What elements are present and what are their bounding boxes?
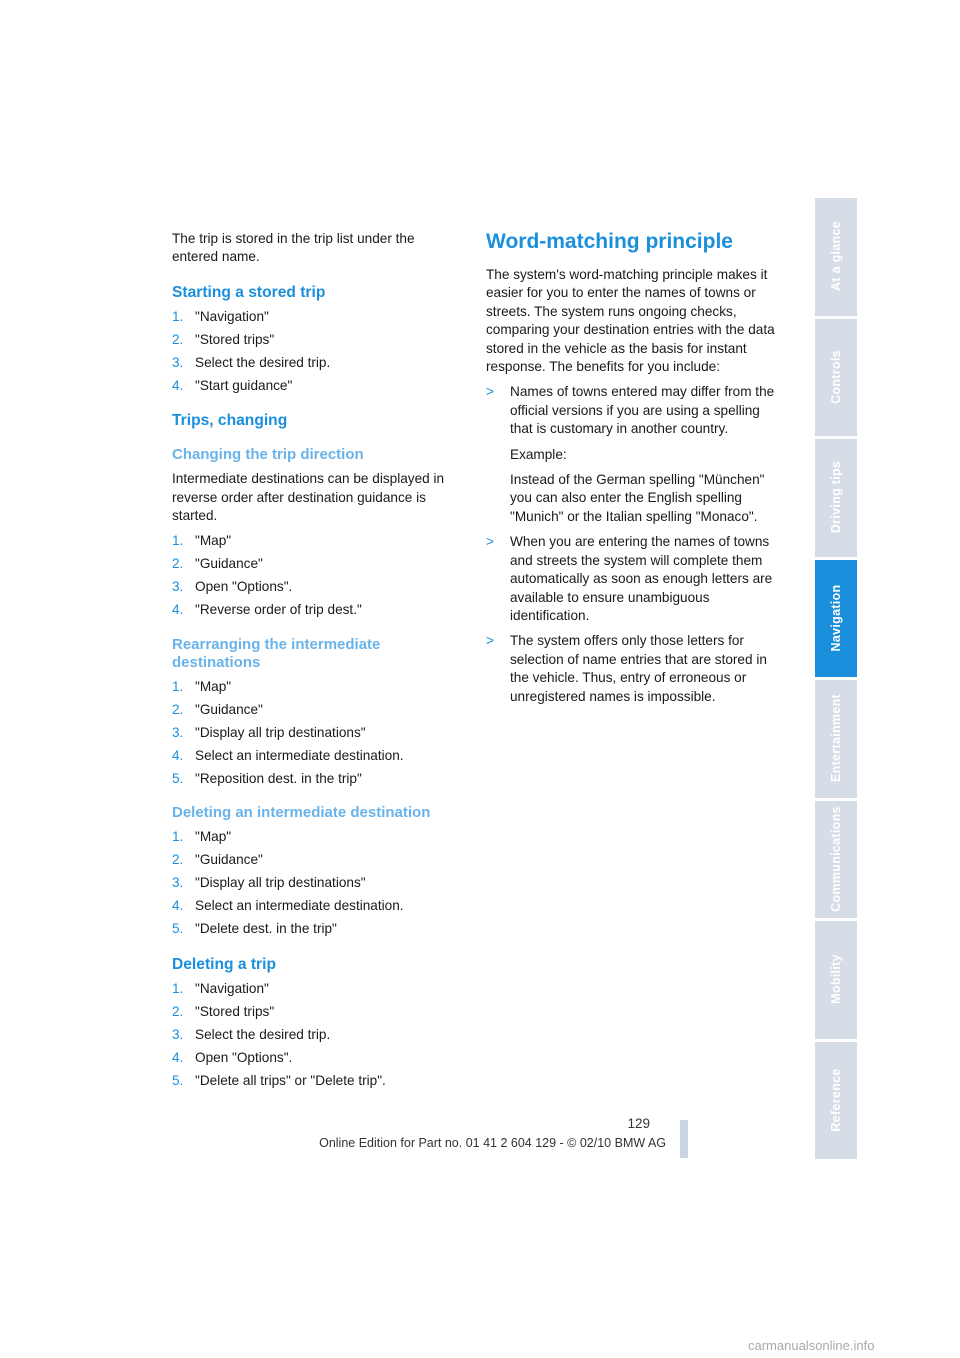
step-item xyxy=(172,747,457,765)
chapter-tab-driving-tips[interactable] xyxy=(815,439,857,557)
step-number: 3. xyxy=(172,579,184,595)
heading-deleting-trip: Deleting a trip xyxy=(172,955,276,973)
step-text: "Guidance" xyxy=(195,852,263,868)
chapter-tab-controls[interactable] xyxy=(815,319,857,437)
chapter-tab-communications[interactable] xyxy=(815,801,857,919)
left-column xyxy=(172,230,457,1095)
steps-starting-stored-trip xyxy=(172,308,457,395)
step-item xyxy=(172,377,457,395)
step-item xyxy=(172,874,457,892)
step-number: 4. xyxy=(172,602,184,618)
step-text: "Delete dest. in the trip" xyxy=(195,921,337,937)
step-item xyxy=(172,601,457,619)
chapter-tab-label: Communications xyxy=(829,805,843,912)
step-item xyxy=(172,980,457,998)
step-text: "Stored trips" xyxy=(195,331,275,347)
step-number: 2. xyxy=(172,1003,184,1019)
step-text: "Map" xyxy=(195,678,232,694)
step-number: 1. xyxy=(172,678,184,694)
step-text: "Display all trip destinations" xyxy=(195,724,366,740)
page-number-bar xyxy=(680,1120,688,1158)
bullet-paragraph: Instead of the German spelling "München" you can also enter the English spelling "Munich" or the Italian spelling "Monaco". xyxy=(510,472,765,524)
bullet-paragraph: When you are entering the names of towns and streets the system will complete them automatically as soon as enough letters are available to ensure unambiguous identification. xyxy=(510,534,773,623)
heading-changing-trip-direction: Changing the trip direction xyxy=(172,446,364,464)
step-item xyxy=(172,331,457,349)
page-number: 129 xyxy=(627,1116,650,1131)
step-item xyxy=(172,1003,457,1021)
step-item xyxy=(172,354,457,372)
step-item xyxy=(172,897,457,915)
step-number: 2. xyxy=(172,331,184,347)
chapter-tab-label: Navigation xyxy=(829,584,843,651)
step-number: 4. xyxy=(172,747,184,763)
step-text: Select an intermediate destination. xyxy=(195,898,404,914)
step-text: "Stored trips" xyxy=(195,1003,275,1019)
chapter-tab-navigation[interactable] xyxy=(815,560,857,678)
step-item xyxy=(172,724,457,742)
direction-paragraph: Intermediate destinations can be displayed in reverse order after destination guidance is started. xyxy=(172,471,445,524)
steps-changing-trip-direction xyxy=(172,532,457,619)
step-number: 3. xyxy=(172,875,184,891)
step-text: "Delete all trips" or "Delete trip". xyxy=(195,1072,386,1088)
step-item xyxy=(172,308,457,326)
step-item xyxy=(172,1049,457,1067)
benefits-list xyxy=(486,383,782,706)
step-number: 4. xyxy=(172,898,184,914)
step-text: "Display all trip destinations" xyxy=(195,875,366,891)
step-text: "Map" xyxy=(195,533,232,549)
step-number: 2. xyxy=(172,556,184,572)
heading-rearranging-destinations: Rearranging the intermediate destinations xyxy=(172,635,381,671)
heading-word-matching-principle: Word-matching principle xyxy=(486,230,733,253)
chapter-tab-label: Mobility xyxy=(829,954,843,1004)
step-number: 5. xyxy=(172,1072,184,1088)
step-number: 1. xyxy=(172,980,184,996)
step-text: Select the desired trip. xyxy=(195,354,331,370)
step-item xyxy=(172,1026,457,1044)
step-item xyxy=(172,828,457,846)
chapter-tab-label: Driving tips xyxy=(829,460,843,534)
step-item xyxy=(172,701,457,719)
step-text: "Guidance" xyxy=(195,701,263,717)
chapter-tab-label: Entertainment xyxy=(829,694,843,782)
step-text: "Map" xyxy=(195,829,232,845)
step-text: "Reposition dest. in the trip" xyxy=(195,770,362,786)
bullet-marker: > xyxy=(486,384,494,400)
step-number: 3. xyxy=(172,354,184,370)
step-item xyxy=(172,770,457,788)
step-text: "Navigation" xyxy=(195,308,269,324)
chapter-tab-label: At a glance xyxy=(829,221,843,291)
step-text: "Start guidance" xyxy=(195,377,293,393)
step-number: 2. xyxy=(172,852,184,868)
step-text: "Navigation" xyxy=(195,980,269,996)
step-text: "Reverse order of trip dest." xyxy=(195,602,362,618)
word-matching-intro: The system's word-matching principle makes it easier for you to enter the names of towns or streets. The system runs ongoing checks, comparing your destination entries with the data stored in the vehicle as the basis for instant response. The benefits for you include: xyxy=(486,267,775,375)
step-item xyxy=(172,851,457,869)
heading-trips-changing: Trips, changing xyxy=(172,412,288,430)
chapter-tab-reference[interactable] xyxy=(815,1042,857,1160)
steps-deleting-trip xyxy=(172,980,457,1090)
heading-deleting-intermediate-destination: Deleting an intermediate destination xyxy=(172,804,431,822)
bullet-item xyxy=(486,533,782,625)
step-number: 5. xyxy=(172,770,184,786)
chapter-tab-entertainment[interactable] xyxy=(815,680,857,798)
heading-starting-stored-trip: Starting a stored trip xyxy=(172,283,326,301)
chapter-tabs xyxy=(815,198,857,1162)
step-item xyxy=(172,920,457,938)
step-number: 4. xyxy=(172,377,184,393)
chapter-tab-at-a-glance[interactable] xyxy=(815,198,857,316)
bullet-marker: > xyxy=(486,534,494,550)
bullet-paragraph: Names of towns entered may differ from the official versions if you are using a spelling that is customary in another country. xyxy=(510,384,775,437)
step-text: Open "Options". xyxy=(195,1049,293,1065)
bullet-paragraph: The system offers only those letters for selection of name entries that are stored in the vehicle. Thus, entry of erroneous or unregistered names is impossible. xyxy=(510,633,767,704)
step-text: "Guidance" xyxy=(195,556,263,572)
steps-deleting-intermediate-destination xyxy=(172,828,457,938)
step-item xyxy=(172,555,457,573)
step-number: 3. xyxy=(172,1026,184,1042)
chapter-tab-mobility[interactable] xyxy=(815,921,857,1039)
bullet-marker: > xyxy=(486,633,494,649)
edition-footer: Online Edition for Part no. 01 41 2 604 129 - © 02/10 BMW AG xyxy=(319,1136,666,1150)
step-text: Select an intermediate destination. xyxy=(195,747,404,763)
right-column xyxy=(486,230,782,713)
watermark: carmanualsonline.info xyxy=(748,1338,875,1353)
step-item xyxy=(172,532,457,550)
chapter-tab-label: Reference xyxy=(829,1067,843,1132)
steps-rearranging-destinations xyxy=(172,678,457,788)
step-item xyxy=(172,578,457,596)
step-item xyxy=(172,1072,457,1090)
step-number: 1. xyxy=(172,308,184,324)
chapter-tab-label: Controls xyxy=(829,349,843,404)
step-item xyxy=(172,678,457,696)
step-number: 1. xyxy=(172,829,184,845)
step-text: Select the desired trip. xyxy=(195,1026,331,1042)
bullet-item xyxy=(486,383,782,526)
step-text: Open "Options". xyxy=(195,579,293,595)
bullet-paragraph: Example: xyxy=(510,446,567,462)
step-number: 2. xyxy=(172,701,184,717)
step-number: 3. xyxy=(172,724,184,740)
step-number: 1. xyxy=(172,533,184,549)
step-number: 5. xyxy=(172,921,184,937)
intro-paragraph: The trip is stored in the trip list under the entered name. xyxy=(172,231,415,265)
step-number: 4. xyxy=(172,1049,184,1065)
bullet-item xyxy=(486,632,782,706)
